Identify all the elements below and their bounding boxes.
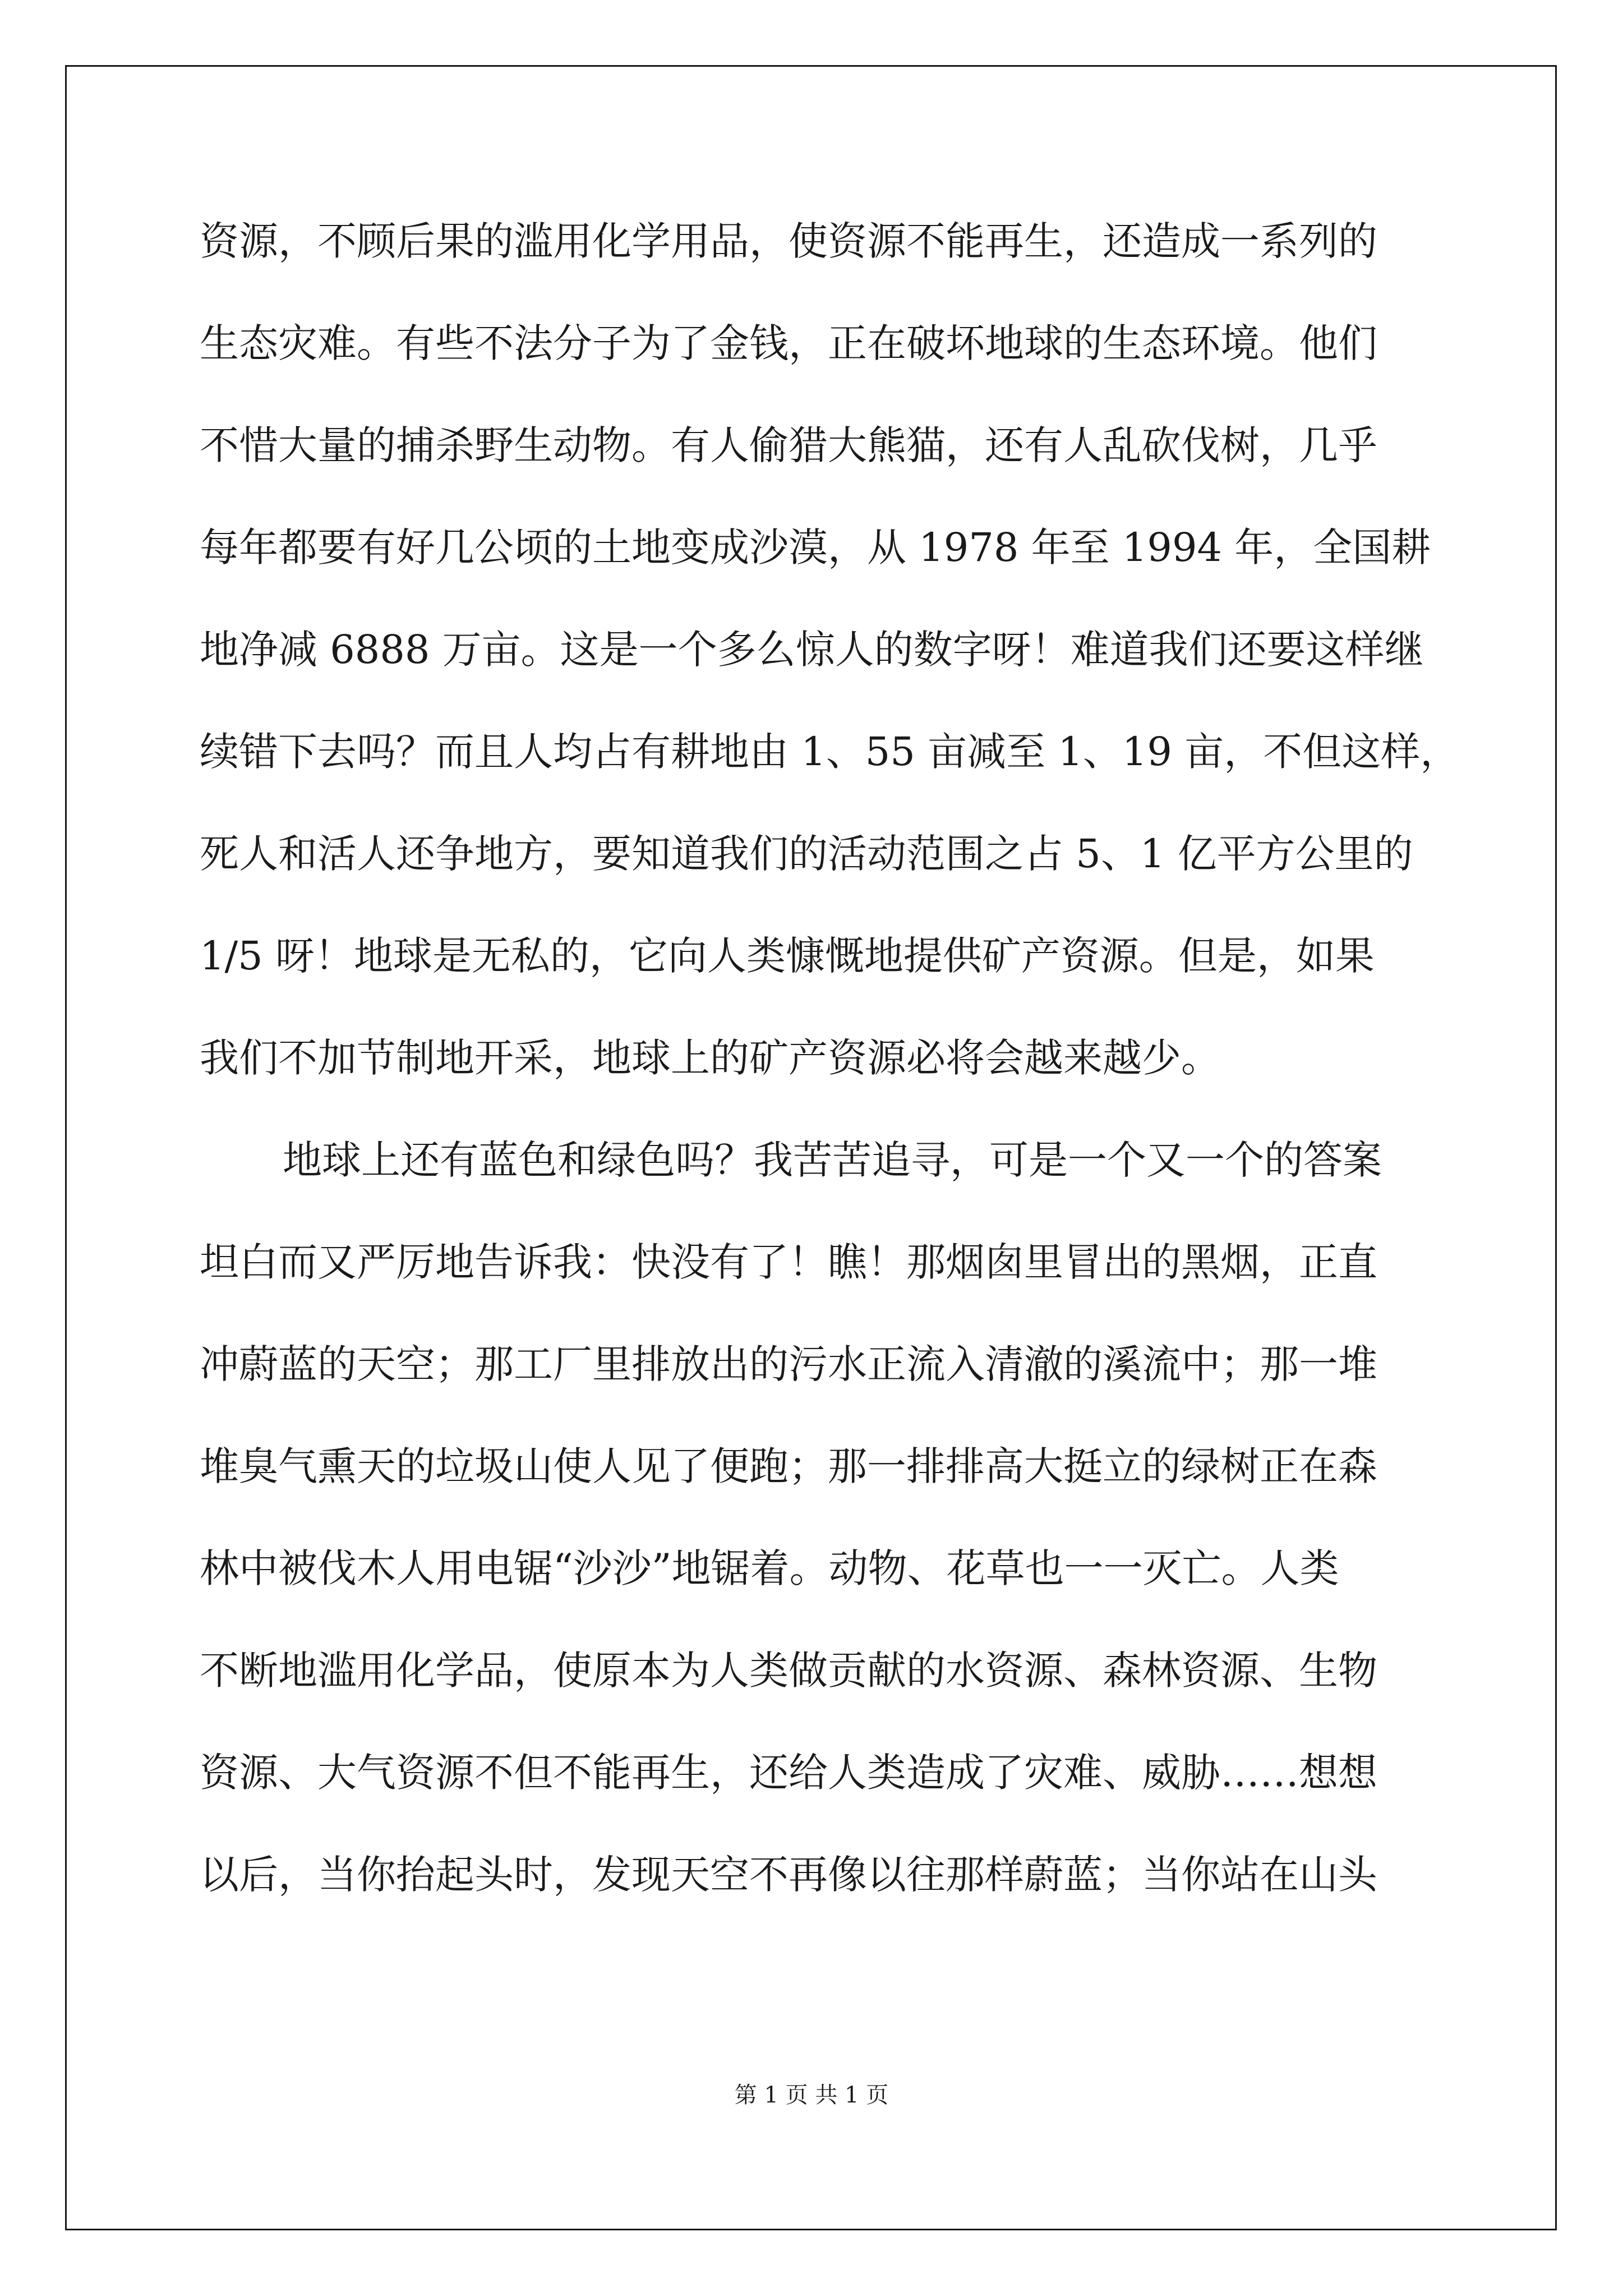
text-line: 生态灾难。有些不法分子为了金钱，正在破坏地球的生态环境。他们 (200, 320, 1377, 366)
text-line: 不惜大量的捕杀野生动物。有人偷猎大熊猫，还有人乱砍伐树，几乎 (200, 422, 1377, 468)
text-line: 资源，不顾后果的滥用化学用品，使资源不能再生，还造成一系列的 (200, 218, 1377, 264)
text-line: 以后，当你抬起头时，发现天空不再像以往那样蔚蓝；当你站在山头 (200, 1852, 1377, 1898)
text-line: 我们不加节制地开采，地球上的矿产资源必将会越来越少。 (200, 1035, 1220, 1081)
text-line: 堆臭气熏天的垃圾山使人见了便跑；那一排排高大挺立的绿树正在森 (200, 1443, 1377, 1489)
text-line: 资源、大气资源不但不能再生，还给人类造成了灾难、威胁……想想 (200, 1750, 1377, 1796)
page-footer: 第 1 页 共 1 页 (734, 2082, 889, 2108)
text-line: 不断地滥用化学品，使原本为人类做贡献的水资源、森林资源、生物 (200, 1648, 1377, 1694)
text-line: 林中被伐木人用电锯“沙沙”地锯着。动物、花草也一一灭亡。人类 (200, 1545, 1339, 1591)
text-line: 地净减 6888 万亩。这是一个多么惊人的数字呀！难道我们还要这样继 (200, 627, 1424, 673)
text-line: 1/5 呀！地球是无私的，它向人类慷慨地提供矿产资源。但是，如果 (200, 933, 1375, 979)
text-line: 死人和活人还争地方，要知道我们的活动范围之占 5、1 亿平方公里的 (200, 831, 1413, 877)
text-line: 每年都要有好几公顷的土地变成沙漠，从 1978 年至 1994 年，全国耕 (200, 524, 1431, 570)
text-line: 冲蔚蓝的天空；那工厂里排放出的污水正流入清澈的溪流中；那一堆 (200, 1341, 1377, 1387)
text-line: 坦白而又严厉地告诉我：快没有了！瞧！那烟囱里冒出的黑烟，正直 (200, 1239, 1377, 1285)
text-line: 续错下去吗？而且人均占有耕地由 1、55 亩减至 1、19 亩，不但这样， (200, 729, 1460, 775)
paragraph-first-line: 地球上还有蓝色和绿色吗？我苦苦追寻，可是一个又一个的答案 (283, 1137, 1382, 1183)
